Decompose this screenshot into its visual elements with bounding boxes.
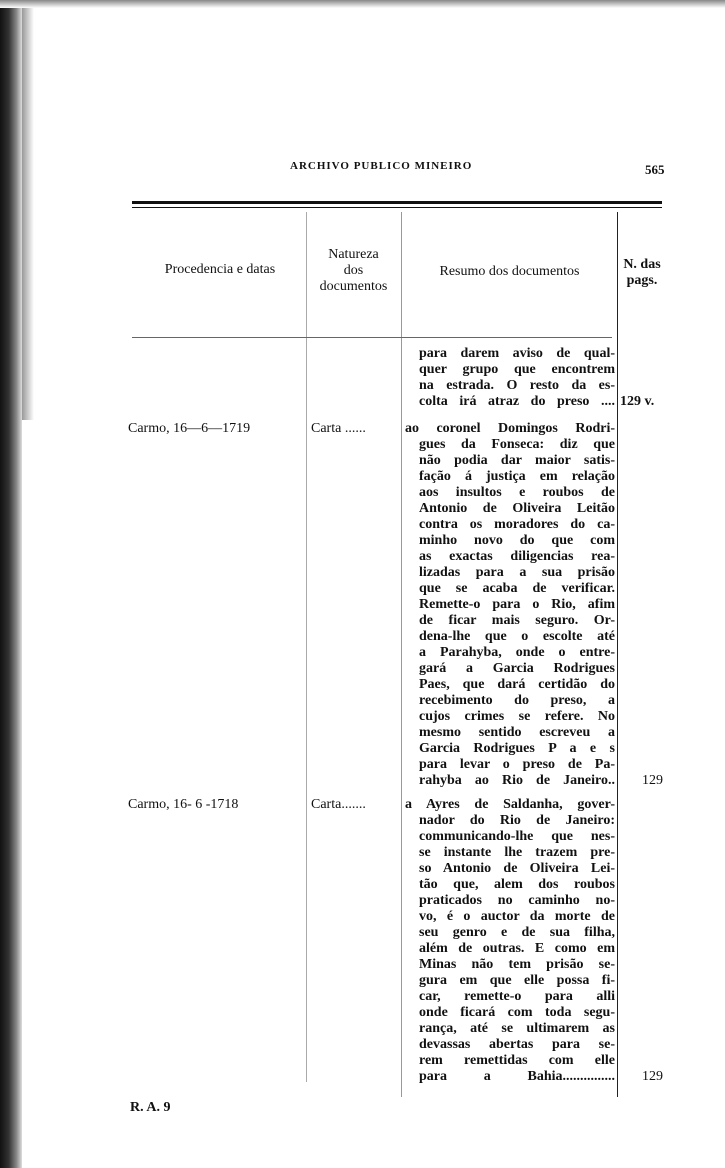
entry-pags: 129 xyxy=(642,1069,663,1084)
column-header-resumo: Resumo dos documentos xyxy=(439,264,580,279)
header-rule-thin xyxy=(132,207,662,208)
resumo-line: quer grupo que encontrem xyxy=(419,362,615,377)
entry-natureza: Carta....... xyxy=(311,797,366,812)
entry-procedencia: Carmo, 16—6—1719 xyxy=(128,421,251,436)
resumo-line: rem remettidas com elle xyxy=(419,1053,615,1068)
resumo-line: colta irá atraz do preso .... xyxy=(419,394,615,409)
resumo-line: vo, é o auctor da morte de xyxy=(419,909,615,924)
resumo-line: gura em que elle possa fi- xyxy=(419,973,615,988)
header-line: documentos xyxy=(319,279,388,294)
resumo-line: além de outras. E como em xyxy=(419,941,615,956)
entry-procedencia: Carmo, 16- 6 -1718 xyxy=(128,797,239,812)
scan-shadow xyxy=(22,0,34,420)
resumo-line: minho novo do que com xyxy=(419,533,615,548)
entry-resumo xyxy=(405,421,615,789)
resumo-line: Remette-o para o Rio, afim xyxy=(419,597,615,612)
scan-top-edge xyxy=(0,0,725,8)
resumo-line: não podia dar maior satis- xyxy=(419,453,615,468)
header-line: dos xyxy=(343,263,364,278)
resumo-line: se instante lhe trazem pre- xyxy=(419,845,615,860)
resumo-line: nador do Rio de Janeiro: xyxy=(419,813,615,828)
resumo-line: car, remette-o para alli xyxy=(419,989,615,1004)
resumo-line: aos insultos e roubos de xyxy=(419,485,615,500)
resumo-line: lizadas para a sua prisão xyxy=(419,565,615,580)
resumo-line: na estrada. O resto da es- xyxy=(419,378,615,393)
entry-resumo xyxy=(405,797,615,1085)
entry-pags: 129 v. xyxy=(620,394,655,409)
entry-resumo xyxy=(419,346,615,410)
resumo-line: ao coronel Domingos Rodri- xyxy=(405,421,615,436)
header-line: Natureza xyxy=(328,247,379,262)
header-line: pags. xyxy=(626,273,658,288)
page-number: 565 xyxy=(645,162,665,177)
resumo-line: Garcia Rodrigues P a e s xyxy=(419,741,615,756)
entry-pags: 129 xyxy=(642,773,663,788)
header-bottom-rule xyxy=(132,337,612,338)
column-divider xyxy=(306,212,307,1082)
resumo-line: so Antonio de Oliveira Lei- xyxy=(419,861,615,876)
header-line: N. das xyxy=(623,257,661,272)
resumo-line: seu genro e de sua filha, xyxy=(419,925,615,940)
column-header-pags xyxy=(617,257,667,289)
column-divider xyxy=(401,212,402,1097)
column-header-natureza xyxy=(306,247,401,295)
resumo-line: rança, até se ultimarem as xyxy=(419,1021,615,1036)
resumo-line: as exactas diligencias rea- xyxy=(419,549,615,564)
resumo-line: Minas não tem prisão se- xyxy=(419,957,615,972)
resumo-line: gues da Fonseca: diz que xyxy=(419,437,615,452)
scan-binding-edge xyxy=(0,0,22,1168)
column-header-procedencia: Procedencia e datas xyxy=(164,262,276,277)
resumo-line: dena-lhe que o escolte até xyxy=(419,629,615,644)
resumo-line: communicando-lhe que nes- xyxy=(419,829,615,844)
resumo-line: contra os moradores do ca- xyxy=(419,517,615,532)
header-rule-thick xyxy=(132,201,662,204)
resumo-line: recebimento do preso, a xyxy=(419,693,615,708)
column-divider xyxy=(617,212,618,1097)
resumo-line: de ficar mais seguro. Or- xyxy=(419,613,615,628)
resumo-line: cujos crimes se refere. No xyxy=(419,709,615,724)
resumo-line: fação á justiça em relação xyxy=(419,469,615,484)
resumo-line: devassas abertas para se- xyxy=(419,1037,615,1052)
footer-signature: R. A. 9 xyxy=(130,1100,171,1115)
running-title: ARCHIVO PUBLICO MINEIRO xyxy=(290,160,473,172)
resumo-line: onde ficará com toda segu- xyxy=(419,1005,615,1020)
resumo-line: para levar o preso de Pa- xyxy=(419,757,615,772)
entry-natureza: Carta ...... xyxy=(311,421,366,436)
resumo-line: a Parahyba, onde o entre- xyxy=(419,645,615,660)
resumo-line: Paes, que dará certidão do xyxy=(419,677,615,692)
resumo-line: que se acaba de verificar. xyxy=(419,581,615,596)
resumo-line: para a Bahia............... xyxy=(419,1069,615,1084)
resumo-line: para darem aviso de qual- xyxy=(419,346,615,361)
resumo-line: rahyba ao Rio de Janeiro.. xyxy=(419,773,615,788)
resumo-line: tão que, alem dos roubos xyxy=(419,877,615,892)
resumo-line: mesmo sentido escreveu a xyxy=(419,725,615,740)
resumo-line: a Ayres de Saldanha, gover- xyxy=(405,797,615,812)
resumo-line: praticados no caminho no- xyxy=(419,893,615,908)
resumo-line: Antonio de Oliveira Leitão xyxy=(419,501,615,516)
resumo-line: gará a Garcia Rodrigues xyxy=(419,661,615,676)
